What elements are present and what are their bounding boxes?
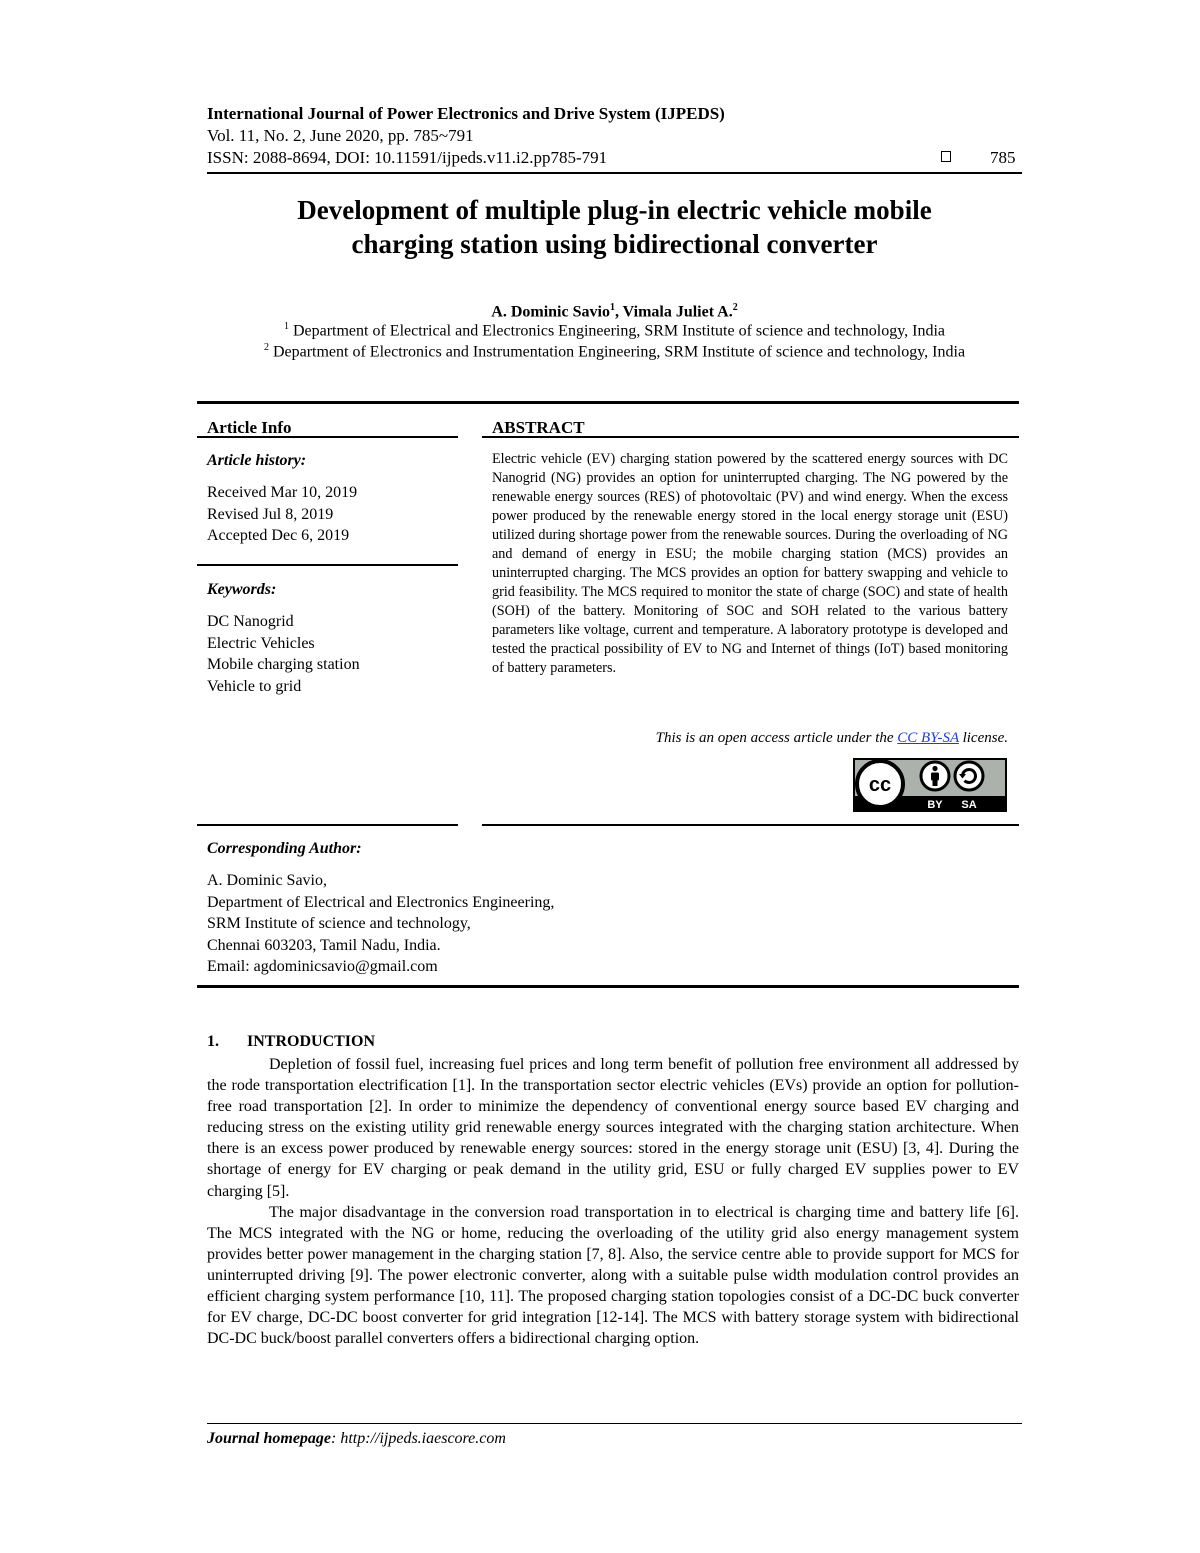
journal-homepage-link[interactable]: http://ijpeds.iaescore.com [340,1430,506,1447]
abstract-heading: ABSTRACT [492,418,585,437]
cc-by-sa-badge [853,758,1007,812]
keyword-list [207,611,360,697]
cc-icon [857,761,903,807]
author-list [207,302,1022,321]
article-history-label: Article history: [207,452,307,469]
right-column-bottom-rule [482,824,1019,826]
journal-name: International Journal of Power Electronics and Drive System (IJPEDS) [207,104,725,123]
info-box-bottom-rule [197,985,1019,988]
by-attribution-icon [921,762,949,790]
history-divider [197,564,458,566]
footer-separator: : [331,1430,341,1447]
license-link[interactable]: CC BY-SA [897,730,959,746]
affiliation-text: Department of Electrical and Electronics Engineering, SRM Institute of science and technology, India [292,322,946,340]
title-line-1: Development of multiple plug-in electric vehicle mobile [297,195,932,225]
footer-label: Journal homepage [207,1430,332,1447]
keyword-item: Mobile charging station [207,656,360,673]
footer-divider [207,1423,1022,1424]
journal-homepage-footer [207,1430,506,1448]
corresponding-author-details [207,870,554,978]
affiliation-text: Department of Electronics and Instrumentation Engineering, SRM Institute of science and technology, India [272,343,966,361]
author-2: Vimala Juliet A. [622,303,733,321]
abstract-text: Electric vehicle (EV) charging station powered by the scattered energy sources with DC Nanogrid (NG) provides an option for uninterrupted charging. The NG powered by the renewable energy sources (RES) of photovoltaic (PV) and wind energy. When the excess power produced by the renewable energy stored in the local energy storage unit (ESU) utilized during shortage power from the renewable sources. During the overloading of NG and demand of energy in ESU; the mobile charging station (MCS) provides an uninterrupted charging. The MCS provides an option for battery swapping and vehicle to grid feasibility. The MCS required to monitor the state of charge (SOC) and state of health (SOH) of the battery. Monitoring of SOC and SOH related to the various battery parameters like voltage, current and temperature. A laboratory prototype is developed and tested the practical possibility of EV to NG and Internet of things (IoT) based monitoring of battery parameters. [492,451,1008,676]
affiliation-1 [207,321,1022,340]
author-separator: , [614,303,623,321]
paragraph: The major disadvantage in the conversion road transportation in to electrical is charging time and battery life [6]. The MCS integrated with the NG or home, reducing the overloading of the utility grid also energy management system provides better power management in the charging station [7, 8]. Also, the service centre able to provide support for MCS for uninterrupted driving [9]. The power electronic converter, along with a suitable pulse width modulation control provides an efficient charging system performance [10, 11]. The proposed charging station topologies consist of a DC-DC buck converter for EV charge, DC-DC boost converter for grid integration [12-14]. The MCS with battery storage system with bidirectional DC-DC buck/boost parallel converters offers a bidirectional charging option. [207,1203,1019,1348]
keyword-item: Electric Vehicles [207,634,315,652]
badge-sa-label: SA [961,799,977,811]
section-number: 1. [207,1033,219,1050]
left-column-bottom-rule [197,824,458,826]
section-title: INTRODUCTION [247,1033,376,1050]
journal-volume: Vol. 11, No. 2, June 2020, pp. 785~791 [207,126,474,145]
corresponding-author-city: Chennai 603203, Tamil Nadu, India. [207,936,441,954]
paragraph: Depletion of fossil fuel, increasing fuel prices and long term benefit of pollution free environment all addressed by the rode transportation electrification [1]. In the transportation sector electric vehicles (EVs) provide an option for pollution-free road transportation [2]. In order to minimize the dependency of conventional energy source based EV charging and reducing stress on the existing utility grid renewable energy sources integrated with the charging station architecture. When there is an excess power produced by renewable energy sources: stored in the energy storage unit (ESU) [3, 4]. During the shortage of energy for EV charging or peak demand in the utility grid, ESU or fully charged EV supplies power to EV charging [5]. [207,1056,1019,1200]
corresponding-author-label: Corresponding Author: [207,840,362,857]
accepted-date: Accepted Dec 6, 2019 [207,527,350,544]
page-number: 785 [990,148,1016,167]
corresponding-author-email: Email: agdominicsavio@gmail.com [207,958,438,975]
author-2-affil-mark: 2 [732,302,738,313]
badge-by-label: BY [927,799,943,811]
title-line-2: charging station using bidirectional converter [351,229,878,259]
paper-title [207,193,1022,261]
corresponding-author-institute: SRM Institute of science and technology, [207,915,471,932]
affiliation-mark: 1 [283,321,289,332]
square-bullet-icon [941,151,951,162]
author-1-affil-mark: 1 [609,302,615,313]
keyword-item: DC Nanogrid [207,613,294,630]
license-suffix: license. [958,730,1008,746]
journal-issn-doi: ISSN: 2088-8694, DOI: 10.11591/ijpeds.v11.i2.pp785-791 [207,148,608,167]
sa-share-alike-icon [955,762,983,790]
corresponding-author-department: Department of Electrical and Electronics Engineering, [207,893,555,911]
article-info-heading: Article Info [207,418,292,437]
section-heading-introduction [207,1033,375,1051]
license-statement [492,730,1008,747]
revised-date: Revised Jul 8, 2019 [207,505,334,523]
corresponding-author-name: A. Dominic Savio, [207,872,327,889]
keywords-label: Keywords: [207,581,277,598]
article-dates [207,482,357,547]
introduction-body [207,1054,1019,1349]
svg-text:cc: cc [868,774,892,796]
info-box-top-rule [197,401,1019,404]
keyword-item: Vehicle to grid [207,677,302,695]
received-date: Received Mar 10, 2019 [207,484,358,501]
affiliation-2 [207,342,1022,361]
license-prefix: This is an open access article under the [655,730,898,746]
author-1: A. Dominic Savio [491,303,610,321]
affiliation-mark: 2 [263,342,269,353]
header-divider [207,172,1022,174]
